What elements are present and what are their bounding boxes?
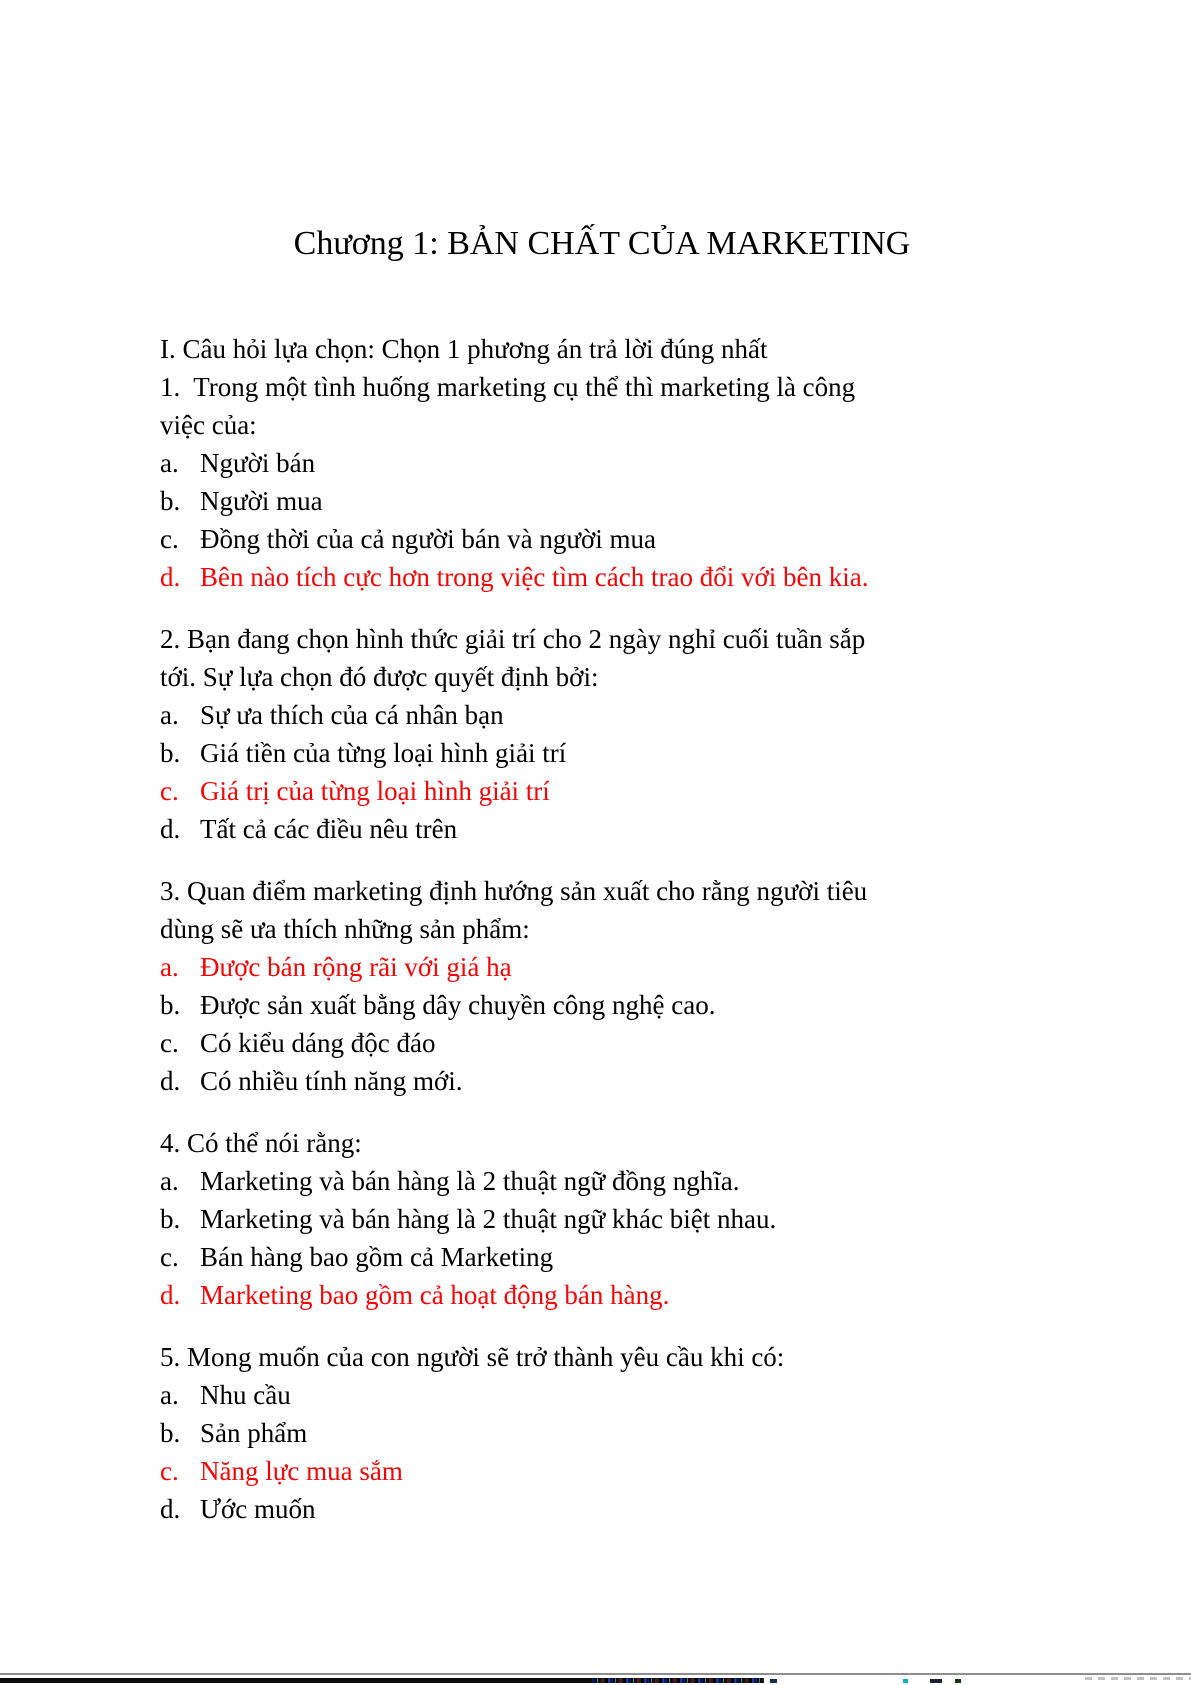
- option-text: Ước muốn: [200, 1494, 316, 1524]
- option-label: a.: [160, 700, 179, 730]
- option-text: Tất cả các điều nêu trên: [200, 814, 458, 844]
- option-label: b.: [160, 1418, 181, 1448]
- option-row: [160, 444, 1044, 482]
- question-text-line: tới. Sự lựa chọn đó được quyết định bởi:: [160, 662, 599, 692]
- option-text: Sự ưa thích của cá nhân bạn: [200, 700, 504, 730]
- question-block-1: [160, 368, 1044, 596]
- option-label: a.: [160, 1380, 179, 1410]
- option-row: [160, 1162, 1044, 1200]
- option-text: Marketing và bán hàng là 2 thuật ngữ đồng nghĩa.: [200, 1166, 740, 1196]
- question-block-2: [160, 620, 1044, 848]
- question-block-5: [160, 1338, 1044, 1528]
- option-label: b.: [160, 738, 181, 768]
- option-label: b.: [160, 486, 181, 516]
- option-row-highlighted: [160, 1276, 1044, 1314]
- option-label: d.: [160, 1066, 181, 1096]
- option-label: d.: [160, 814, 181, 844]
- option-row: [160, 1238, 1044, 1276]
- bottom-noise-dot: [930, 1679, 942, 1683]
- bottom-black-strip: [0, 1678, 592, 1683]
- option-label: c.: [160, 524, 179, 554]
- bottom-dash-strip: [1085, 1677, 1191, 1680]
- question-text-line: 5. Mong muốn của con người sẽ trở thành yêu cầu khi có:: [160, 1342, 785, 1372]
- option-text: Giá tiền của từng loại hình giải trí: [200, 738, 567, 768]
- option-row: [160, 1376, 1044, 1414]
- option-label: c.: [160, 1028, 179, 1058]
- option-text: Năng lực mua sắm: [200, 1456, 403, 1486]
- document-page: [160, 222, 1044, 1528]
- option-row: [160, 696, 1044, 734]
- option-label: c.: [160, 1242, 179, 1272]
- option-row-highlighted: [160, 772, 1044, 810]
- option-row-highlighted: [160, 558, 1044, 596]
- option-row: [160, 1024, 1044, 1062]
- option-row: [160, 810, 1044, 848]
- option-row: [160, 1414, 1044, 1452]
- option-label: a.: [160, 448, 179, 478]
- question-block-4: [160, 1124, 1044, 1314]
- bottom-noise-dot: [770, 1679, 777, 1683]
- option-text: Người bán: [200, 448, 316, 478]
- option-text: Marketing và bán hàng là 2 thuật ngữ khác biệt nhau.: [200, 1204, 777, 1234]
- question-text-line: 2. Bạn đang chọn hình thức giải trí cho 2 ngày nghỉ cuối tuần sắp: [160, 624, 866, 654]
- question-text-line: việc của:: [160, 410, 257, 440]
- option-row: [160, 482, 1044, 520]
- option-text: Người mua: [200, 486, 323, 516]
- option-text: Sản phẩm: [200, 1418, 308, 1448]
- option-row-highlighted: [160, 948, 1044, 986]
- option-text: Được bán rộng rãi với giá hạ: [200, 952, 512, 982]
- option-label: b.: [160, 1204, 181, 1234]
- option-text: Bán hàng bao gồm cả Marketing: [200, 1242, 554, 1272]
- option-row: [160, 734, 1044, 772]
- intro-line: I. Câu hỏi lựa chọn: Chọn 1 phương án trả lời đúng nhất: [160, 334, 768, 364]
- option-row: [160, 1490, 1044, 1528]
- option-text: Bên nào tích cực hơn trong việc tìm cách trao đổi với bên kia.: [200, 562, 869, 592]
- option-row: [160, 1062, 1044, 1100]
- option-label: a.: [160, 1166, 179, 1196]
- question-text-line: 3. Quan điểm marketing định hướng sản xuất cho rằng người tiêu: [160, 876, 868, 906]
- option-row: [160, 520, 1044, 558]
- bottom-hairline: [0, 1673, 1191, 1675]
- document-title: Chương 1: BẢN CHẤT CỦA MARKETING: [293, 225, 911, 262]
- option-label: d.: [160, 562, 181, 592]
- bottom-noise-dot: [955, 1679, 961, 1683]
- question-block-3: [160, 872, 1044, 1100]
- option-row-highlighted: [160, 1452, 1044, 1490]
- option-label: c.: [160, 1456, 179, 1486]
- option-text: Marketing bao gồm cả hoạt động bán hàng.: [200, 1280, 670, 1310]
- question-text-line: dùng sẽ ưa thích những sản phẩm:: [160, 914, 530, 944]
- option-text: Có nhiều tính năng mới.: [200, 1066, 463, 1096]
- bottom-noise-dot: [903, 1679, 908, 1683]
- question-text-line: 1. Trong một tình huống marketing cụ thể thì marketing là công: [160, 372, 856, 402]
- option-label: a.: [160, 952, 179, 982]
- option-label: d.: [160, 1494, 181, 1524]
- option-row: [160, 1200, 1044, 1238]
- option-text: Giá trị của từng loại hình giải trí: [200, 776, 550, 806]
- option-row: [160, 986, 1044, 1024]
- bottom-noise-strip: [592, 1678, 764, 1683]
- option-text: Nhu cầu: [200, 1380, 291, 1410]
- option-label: b.: [160, 990, 181, 1020]
- option-text: Có kiểu dáng độc đáo: [200, 1028, 436, 1058]
- question-text-line: 4. Có thể nói rằng:: [160, 1128, 362, 1158]
- option-label: d.: [160, 1280, 181, 1310]
- option-text: Được sản xuất bằng dây chuyền công nghệ cao.: [200, 990, 716, 1020]
- option-label: c.: [160, 776, 179, 806]
- option-text: Đồng thời của cả người bán và người mua: [200, 524, 656, 554]
